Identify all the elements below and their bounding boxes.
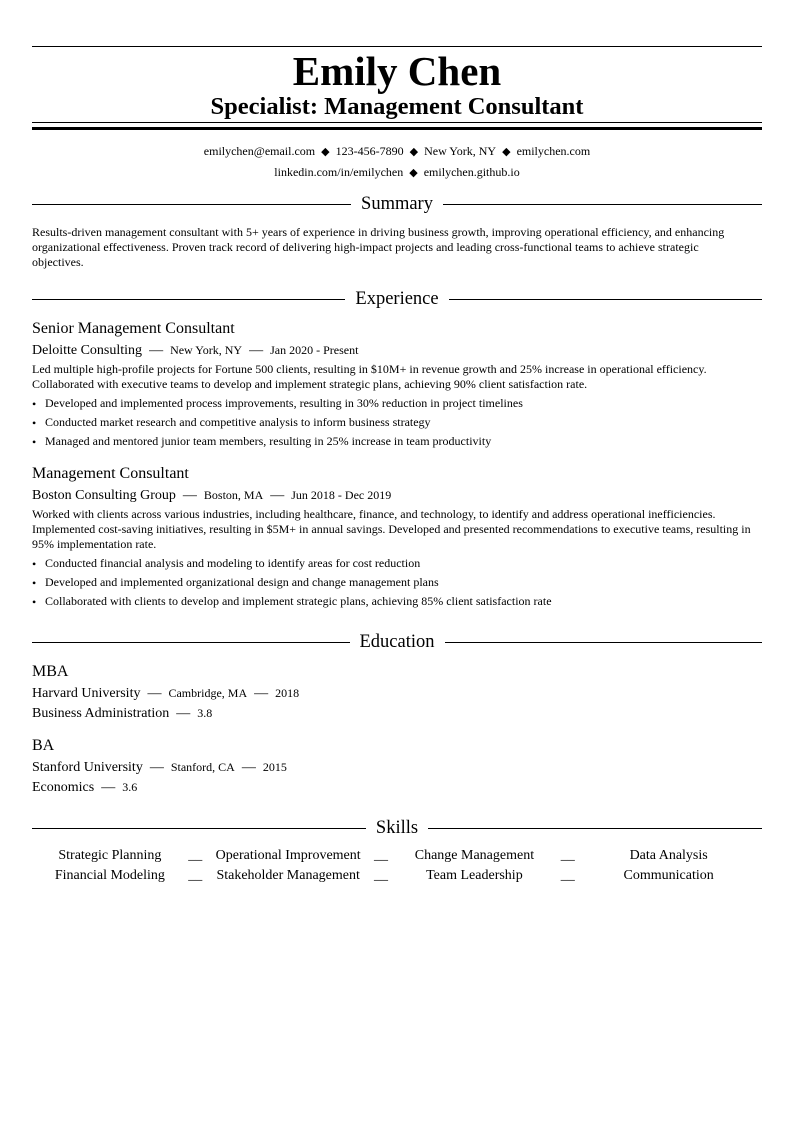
degree-title: MBA <box>32 663 69 680</box>
skill-item: Change Management <box>414 848 535 863</box>
bullet-icon: • <box>32 557 37 571</box>
phone-text: 123-456-7890 <box>335 144 404 158</box>
skill-item: Financial Modeling <box>54 868 165 883</box>
dash-separator: — <box>147 686 162 701</box>
job-description: Worked with clients across various industries, including healthcare, finance, and technology, to identify and address operational inefficiencies. Implemented cost-saving initiatives, resulting in $5M+ in annual savings. Developed and presented recommendations to executive teams, resulting in 95% implementation rate. <box>32 507 751 551</box>
dash-separator: — <box>241 760 256 775</box>
diamond-icon: ◆ <box>409 167 418 179</box>
skill-separator: __ <box>560 868 575 883</box>
github-link[interactable]: emilychen.github.io <box>423 165 520 179</box>
job-company: Deloitte Consulting <box>32 343 143 358</box>
list-item: • Conducted financial analysis and modeling to identify areas for cost reduction <box>32 556 421 571</box>
summary-heading: Summary <box>361 194 433 214</box>
job-dates: Jun 2018 - Dec 2019 <box>291 488 392 502</box>
dash-separator: — <box>254 686 269 701</box>
graduation-year: 2015 <box>262 760 287 774</box>
experience-section-heading <box>32 288 762 310</box>
education-section-heading <box>32 631 762 653</box>
skills-row <box>32 866 762 886</box>
skill-separator: __ <box>188 868 203 883</box>
bullet-icon: • <box>32 576 37 590</box>
list-item: • Developed and implemented process improvements, resulting in 30% reduction in project timelines <box>32 396 523 411</box>
diamond-icon: ◆ <box>409 146 419 158</box>
dash-separator: — <box>176 706 191 721</box>
skill-item: Data Analysis <box>629 848 708 863</box>
job-company: Boston Consulting Group <box>32 488 176 503</box>
header-double-divider <box>32 122 762 130</box>
job-location: New York, NY <box>170 343 243 357</box>
email-link[interactable]: emilychen@email.com <box>203 144 316 158</box>
bullet-icon: • <box>32 595 37 609</box>
list-item: • Collaborated with clients to develop and implement strategic plans, achieving 85% client satisfaction rate <box>32 594 552 609</box>
school-location: Stanford, CA <box>170 760 235 774</box>
graduation-year: 2018 <box>275 686 300 700</box>
job-description: Led multiple high-profile projects for Fortune 500 clients, resulting in $10M+ in revenue growth and 25% increase in operational efficiency. Collaborated with executive teams to develop and implement strategic plans, achieving 90% client satisfaction rate. <box>32 362 707 391</box>
linkedin-link[interactable]: linkedin.com/in/emilychen <box>274 165 404 179</box>
school-line <box>32 758 287 777</box>
job-title: Senior Management Consultant <box>32 320 235 337</box>
field-line <box>32 778 137 797</box>
candidate-subtitle: Specialist: Management Consultant <box>210 93 584 120</box>
bullet-icon: • <box>32 435 37 449</box>
dash-separator: — <box>101 780 116 795</box>
dash-separator: — <box>149 760 164 775</box>
education-heading: Education <box>359 632 435 652</box>
experience-heading: Experience <box>355 289 439 309</box>
skill-separator: __ <box>188 848 203 863</box>
candidate-name: Emily Chen <box>292 48 502 94</box>
skills-heading: Skills <box>375 818 419 838</box>
skills-row <box>32 846 762 866</box>
degree-title: BA <box>32 737 55 754</box>
skill-separator: __ <box>560 848 575 863</box>
field-line <box>32 704 212 723</box>
job-location: Boston, MA <box>203 488 264 502</box>
field-of-study: Economics <box>32 780 95 795</box>
skill-item: Stakeholder Management <box>216 868 360 883</box>
location-text: New York, NY <box>424 144 497 158</box>
gpa-value: 3.8 <box>197 706 213 720</box>
skills-section-heading <box>32 817 762 839</box>
diamond-icon: ◆ <box>321 146 330 158</box>
diamond-icon: ◆ <box>502 146 511 158</box>
skill-separator: __ <box>374 868 389 883</box>
school-line <box>32 684 299 703</box>
bullet-icon: • <box>32 397 37 411</box>
dash-separator: — <box>149 343 164 358</box>
list-item: • Developed and implemented organizational design and change management plans <box>32 575 439 590</box>
gpa-value: 3.6 <box>122 780 138 794</box>
list-item: • Conducted market research and competitive analysis to inform business strategy <box>32 415 431 430</box>
job-company-line <box>32 486 391 505</box>
bullet-icon: • <box>32 416 37 430</box>
skill-item: Strategic Planning <box>58 848 162 863</box>
skill-item: Communication <box>623 868 714 883</box>
dash-separator: — <box>270 488 285 503</box>
summary-text: Results-driven management consultant with 5+ years of experience in driving business growth, improving operational efficiency, and enhancing organizational effectiveness. Proven track record of delivering high-impact projects and leading cross-functional teams to achieve strategic objectives. <box>32 225 725 269</box>
job-title: Management Consultant <box>32 465 189 482</box>
job-company-line <box>32 341 358 360</box>
job-bullet-list <box>32 556 762 613</box>
school-name: Stanford University <box>32 760 143 775</box>
job-dates: Jan 2020 - Present <box>270 343 359 357</box>
skill-item: Team Leadership <box>426 868 523 883</box>
contact-line-2 <box>32 164 762 181</box>
school-name: Harvard University <box>32 686 141 701</box>
summary-section-heading <box>32 193 762 215</box>
skills-grid <box>32 846 762 886</box>
contact-line-1 <box>32 143 762 160</box>
school-location: Cambridge, MA <box>168 686 248 700</box>
skill-item: Operational Improvement <box>215 848 361 863</box>
list-item: • Managed and mentored junior team members, resulting in 25% increase in team productivity <box>32 434 492 449</box>
dash-separator: — <box>182 488 197 503</box>
website-link[interactable]: emilychen.com <box>516 144 591 158</box>
field-of-study: Business Administration <box>32 706 170 721</box>
skill-separator: __ <box>374 848 389 863</box>
job-bullet-list <box>32 396 762 453</box>
dash-separator: — <box>249 343 264 358</box>
